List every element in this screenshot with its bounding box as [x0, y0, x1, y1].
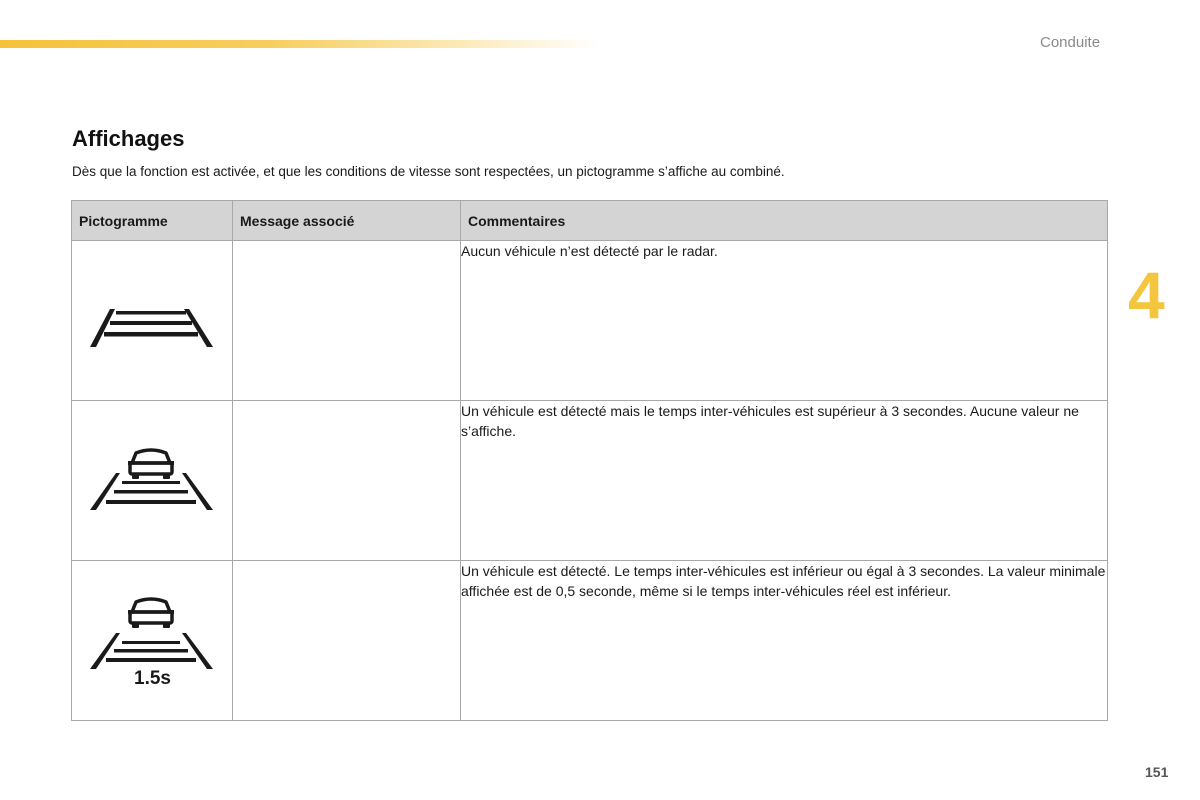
pictogram-table	[71, 200, 1108, 721]
table-row	[72, 241, 1108, 401]
pictogram-cell	[72, 561, 233, 721]
message-cell	[233, 561, 461, 721]
pictogram-cell	[72, 241, 233, 401]
page-number: 151	[1145, 764, 1169, 780]
message-cell	[233, 241, 461, 401]
intro-text: Dès que la fonction est activée, et que les conditions de vitesse sont respectées, un pictogramme s’affiche au combiné.	[72, 164, 785, 179]
vehicle-ahead-time-gap-icon	[72, 561, 232, 720]
vehicle-ahead-icon	[72, 401, 232, 560]
column-header-comments: Commentaires	[461, 201, 1108, 241]
column-header-pictogram: Pictogramme	[72, 201, 233, 241]
pictogram-cell	[72, 401, 233, 561]
comment-cell: Un véhicule est détecté. Le temps inter-véhicules est inférieur ou égal à 3 secondes. La valeur minimale affichée est de 0,5 seconde, même si le temps inter-véhicules réel est inférieur.	[461, 561, 1108, 721]
column-header-message: Message associé	[233, 201, 461, 241]
comment-cell: Un véhicule est détecté mais le temps inter-véhicules est supérieur à 3 secondes. Aucune valeur ne s’affiche.	[461, 401, 1108, 561]
page-title: Affichages	[72, 126, 185, 151]
lane-lines-icon	[72, 241, 232, 400]
header-accent-bar	[0, 40, 600, 48]
time-gap-label: 1.5s	[134, 668, 171, 689]
comment-cell: Aucun véhicule n’est détecté par le radar.	[461, 241, 1108, 401]
table-header-row	[72, 201, 1108, 241]
chapter-tab-number: 4	[1128, 258, 1165, 332]
message-cell	[233, 401, 461, 561]
section-label: Conduite	[1040, 34, 1101, 51]
table-row	[72, 401, 1108, 561]
table-row	[72, 561, 1108, 721]
